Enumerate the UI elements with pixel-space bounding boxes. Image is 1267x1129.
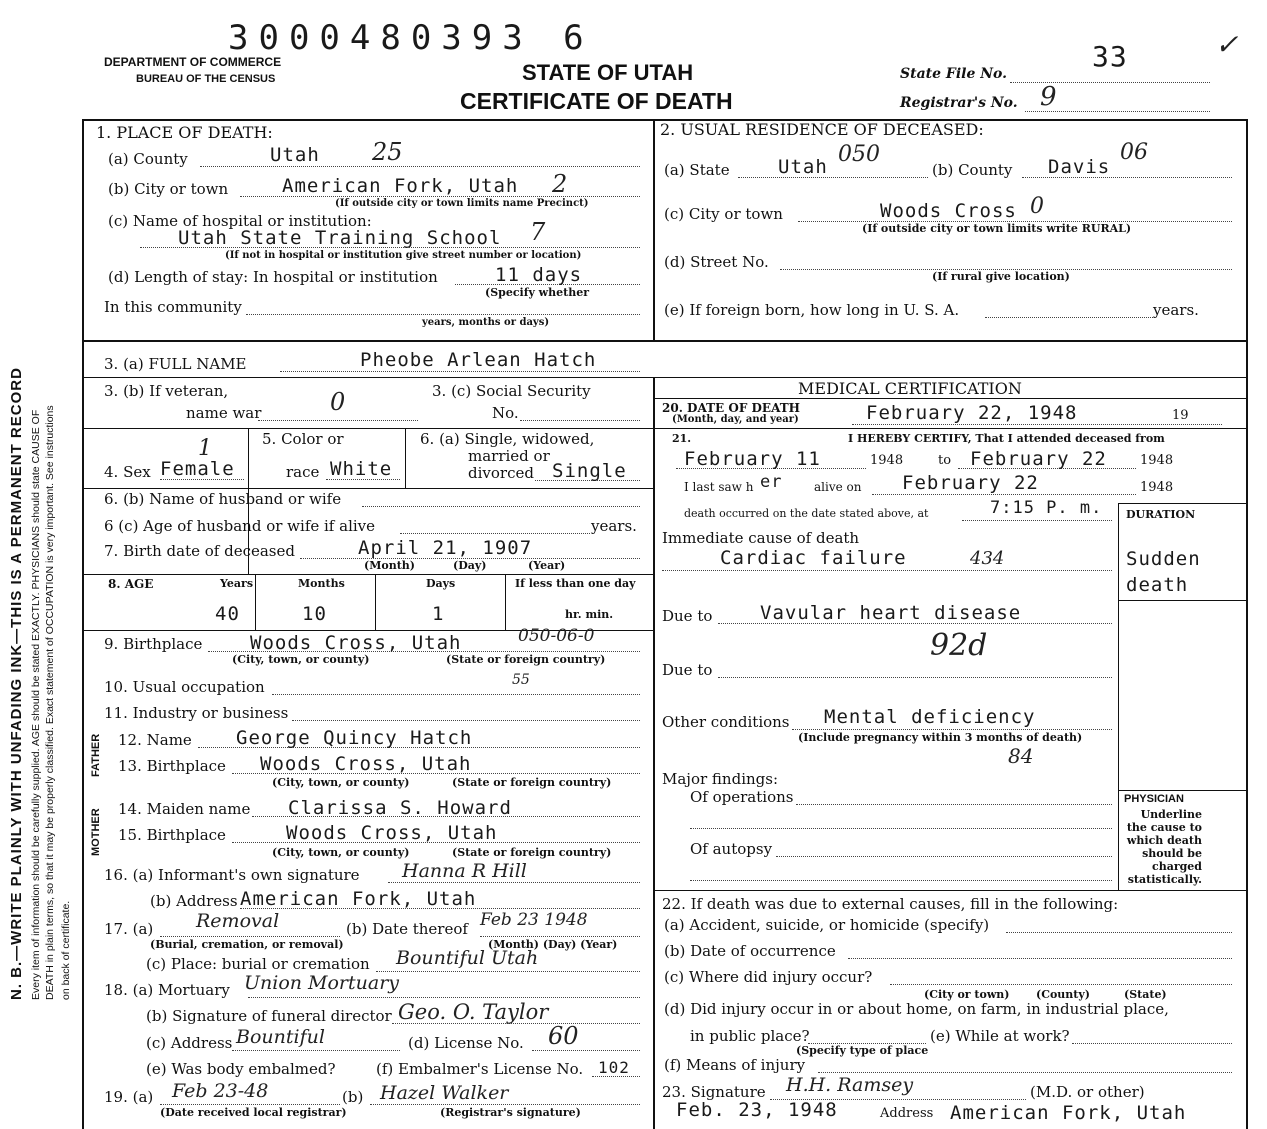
last-saw-date: February 22 [902,472,1039,494]
department-label: DEPARTMENT OF COMMERCE [104,55,282,69]
father-birth-note-1: (City, town, or county) [272,776,410,789]
mother-birth-note-2: (State or foreign country) [452,846,612,859]
license-value: 60 [548,1022,579,1050]
race-value: White [330,458,393,480]
external-public: in public place? [690,1027,810,1045]
hospital-label: (c) Name of hospital or institution: [108,212,372,230]
mortuary-address-value: Bountiful [236,1026,325,1048]
immediate-cause-value: Cardiac failure [720,547,907,569]
res-city-note: (If outside city or town limits write RURAL) [862,222,1132,235]
due-to-1-value: Vavular heart disease [760,602,1022,624]
community-note: years, months or days) [422,317,550,328]
place-of-death-title: 1. PLACE OF DEATH: [96,123,273,142]
operations-label: Of operations [690,788,794,806]
state-file-value: 33 [1092,40,1128,73]
physician-note: Underline the cause to which death should be charged statistically. [1126,808,1202,886]
time-of-death: 7:15 P. m. [990,498,1103,518]
director-label: (b) Signature of funeral director [146,1007,392,1025]
age-months-value: 10 [302,603,327,625]
age-years-value: 40 [215,603,240,625]
autopsy-label: Of autopsy [690,840,773,858]
duration-value: Sudden death [1126,548,1201,596]
burial-place-label: (c) Place: burial or cremation [146,955,370,973]
md-label: (M.D. or other) [1030,1083,1145,1101]
embalmer-license-value: 102 [598,1058,630,1077]
mortuary-value: Union Mortuary [244,972,400,994]
burial-type-note: (Burial, cremation, or removal) [150,938,344,951]
margin-instructions-2: DEATH in plain terms, so that it may be properly classified. Exact statement of OCCUPATION is very important. See instructions [44,405,56,1000]
received-note: (Date received local registrar) [160,1106,347,1119]
burial-type-label: 17. (a) [104,920,154,938]
res-state-label: (a) State [664,161,730,179]
hospital-code: 7 [530,218,546,246]
industry-label: 11. Industry or business [104,704,289,722]
registrar-signature: Hazel Walker [380,1082,509,1104]
county-label: (a) County [108,150,188,168]
birthplace-note-2: (State or foreign country) [446,653,606,666]
bureau-label: BUREAU OF THE CENSUS [136,73,276,85]
birth-day-note: (Day) [453,559,487,572]
attend-to-label: to [938,453,952,468]
father-birthplace-value: Woods Cross, Utah [260,753,472,775]
duration-label: DURATION [1126,508,1196,521]
mother-birth-note-1: (City, town, or county) [272,846,410,859]
less-than-day-label: If less than one day [515,577,636,590]
veteran-label-1: 3. (b) If veteran, [104,382,229,400]
res-city-code: 0 [1030,194,1044,219]
father-birth-note-2: (State or foreign country) [452,776,612,789]
res-city-value: Woods Cross [880,200,1017,222]
mother-label: MOTHER [90,808,102,856]
check-mark: ✓ [1215,28,1239,61]
external-d: (d) Did injury occur in or about home, on farm, in industrial place, [664,1000,1169,1018]
sex-code: 1 [198,436,212,461]
color-label-1: 5. Color or [262,430,344,448]
mother-birthplace-value: Woods Cross, Utah [286,822,498,844]
external-c: (c) Where did injury occur? [664,968,873,986]
death-date-suffix: 19 [1172,408,1189,423]
city-value: American Fork, Utah [282,175,519,197]
registrar-sig-label: (b) [342,1088,364,1106]
due-to-2-label: Due to [662,661,713,679]
res-city-label: (c) City or town [664,205,783,223]
burial-date-label: (b) Date thereof [346,920,468,938]
husband-age-label: 6 (c) Age of husband or wife if alive [104,517,376,535]
last-saw-label: I last saw h [684,480,754,494]
months-label: Months [298,577,345,590]
marital-label-2: married or [468,447,550,465]
father-name-value: George Quincy Hatch [236,727,473,749]
marital-value: Single [552,460,627,482]
signature-date: Feb. 23, 1948 [676,1099,838,1121]
mother-name-label: 14. Maiden name [118,800,251,818]
res-foreign-label: (e) If foreign born, how long in U. S. A. [664,301,960,319]
years-label: Years [220,577,254,590]
physician-signature: H.H. Ramsey [786,1074,914,1096]
medical-title: MEDICAL CERTIFICATION [798,379,1022,398]
full-name-label: 3. (a) FULL NAME [104,355,247,373]
external-a: (a) Accident, suicide, or homicide (specify) [664,916,990,934]
mortuary-address-label: (c) Address [146,1034,233,1052]
immediate-cause-code: 434 [970,548,1005,569]
husband-label: 6. (b) Name of husband or wife [104,490,342,508]
birth-date-value: April 21, 1907 [358,537,533,559]
alive-on-label: alive on [814,480,862,494]
community-label: In this community [104,298,242,316]
birthplace-value: Woods Cross, Utah [250,632,462,654]
embalmed-label: (e) Was body embalmed? [146,1060,336,1078]
husband-age-suffix: years. [591,517,637,535]
received-label: 19. (a) [104,1088,154,1106]
occupation-label: 10. Usual occupation [104,678,265,696]
attend-from-year: 1948 [870,453,904,468]
state-title: STATE OF UTAH [522,60,694,85]
sex-value: Female [160,458,235,480]
death-date-note: (Month, day, and year) [672,414,799,425]
registrar-number-label: Registrar's No. [900,95,1018,111]
occurred-label: death occurred on the date stated above, at [684,507,929,520]
margin-notice: N. B.—WRITE PLAINLY WITH UNFADING INK—THIS IS A PERMANENT RECORD [8,367,25,1000]
occupation-value: 55 [512,672,530,688]
physician-address-label: Address [880,1106,934,1121]
margin-instructions-3: on back of certificate. [60,900,72,1000]
injury-county-note: (County) [1036,988,1090,1001]
mortuary-label: 18. (a) Mortuary [104,981,230,999]
birth-month-note: (Month) [364,559,415,572]
informant-address-value: American Fork, Utah [240,888,477,910]
received-date-value: Feb 23-48 [172,1080,269,1102]
informant-sig-label: 16. (a) Informant's own signature [104,866,360,884]
attend-from-date: February 11 [684,448,821,470]
ssn-label-1: 3. (c) Social Security [432,382,591,400]
serial-number: 3000480393 6 [228,18,594,58]
city-code: 2 [552,170,568,198]
mother-birthplace-label: 15. Birthplace [118,826,226,844]
hospital-value: Utah State Training School [178,227,502,249]
age-label: 8. AGE [108,577,154,591]
res-county-code: 06 [1120,140,1148,165]
physician-heading: PHYSICIAN [1124,793,1184,805]
immediate-cause-label: Immediate cause of death [662,529,860,547]
due-to-1-label: Due to [662,607,713,625]
stay-note: (Specify whether [485,286,590,299]
director-signature: Geo. O. Taylor [398,1000,549,1024]
county-code: 25 [372,138,403,166]
residence-title: 2. USUAL RESIDENCE OF DECEASED: [660,120,984,139]
birthplace-label: 9. Birthplace [104,635,203,653]
sex-label: 4. Sex [104,463,151,481]
due-to-1-code: 92d [930,628,988,663]
hospital-note: (If not in hospital or institution give street number or location) [225,250,582,261]
other-conditions-label: Other conditions [662,713,790,731]
other-conditions-value: Mental deficiency [824,706,1036,728]
external-title: 22. If death was due to external causes, fill in the following: [662,895,1119,913]
certify-text: I HEREBY CERTIFY, That I attended deceased from [848,432,1165,445]
days-label: Days [426,577,456,590]
signature-label: 23. Signature [662,1083,766,1101]
birthplace-code: 050-06-0 [518,626,595,646]
veteran-label-2: name war [186,404,262,422]
registrar-number-value: 9 [1040,82,1057,112]
burial-place-value: Bountiful Utah [396,947,539,969]
city-label: (b) City or town [108,180,229,198]
attend-to-year: 1948 [1140,453,1174,468]
res-street-label: (d) Street No. [664,253,769,271]
burial-type-value: Removal [196,910,280,932]
informant-signature: Hanna R Hill [402,860,527,882]
age-days-value: 1 [432,603,445,625]
full-name-value: Pheobe Arlean Hatch [360,349,597,371]
last-saw-year: 1948 [1140,480,1174,495]
res-county-value: Davis [1048,156,1111,178]
color-label-2: race [286,463,320,481]
attend-to-date: February 22 [970,448,1107,470]
res-county-label: (b) County [932,161,1013,179]
birth-year-note: (Year) [528,559,566,572]
birth-date-label: 7. Birth date of deceased [104,542,295,560]
father-name-label: 12. Name [118,731,192,749]
ssn-label-2: No. [492,404,519,422]
stay-label: (d) Length of stay: In hospital or institution [108,268,438,286]
license-label: (d) License No. [408,1034,524,1052]
certify-prefix: 21. [672,432,692,445]
last-saw-value: er [760,472,783,492]
res-foreign-suffix: years. [1153,301,1199,319]
state-file-label: State File No. [900,66,1008,82]
specify-place-note: (Specify type of place [796,1044,929,1057]
hr-min-label: hr. min. [565,608,614,621]
birthplace-note-1: (City, town, or county) [232,653,370,666]
marital-label-1: 6. (a) Single, widowed, [420,430,595,448]
stay-value: 11 days [495,264,583,286]
physician-address-value: American Fork, Utah [950,1102,1187,1124]
injury-state-note: (State) [1124,988,1167,1001]
marital-label-3: divorced [468,464,534,482]
informant-address-label: (b) Address [150,892,238,910]
veteran-value: 0 [330,388,346,416]
certificate-title: CERTIFICATE OF DEATH [460,88,733,114]
external-e: (e) While at work? [930,1027,1070,1045]
city-note: (If outside city or town limits name Precinct) [335,198,589,209]
father-birthplace-label: 13. Birthplace [118,757,226,775]
res-state-code: 050 [838,142,880,167]
father-label: FATHER [90,733,102,777]
other-conditions-code: 84 [1008,744,1034,768]
burial-date-note: (Month) (Day) (Year) [488,938,618,951]
death-date-label: 20. DATE OF DEATH [662,401,800,415]
other-conditions-note: (Include pregnancy within 3 months of death) [798,731,1083,744]
res-street-note: (If rural give location) [932,270,1070,283]
burial-date-value: Feb 23 1948 [480,910,588,930]
death-date-value: February 22, 1948 [866,402,1078,424]
external-f: (f) Means of injury [664,1056,806,1074]
external-b: (b) Date of occurrence [664,942,836,960]
major-findings-label: Major findings: [662,770,779,788]
mother-name-value: Clarissa S. Howard [288,797,512,819]
county-value: Utah [270,144,320,166]
registrar-sig-note: (Registrar's signature) [440,1106,581,1119]
margin-instructions-1: Every item of information should be carefully supplied. AGE should be stated EXACTLY. PHYSICIANS should state CAUSE OF [30,409,42,1000]
embalmer-label: (f) Embalmer's License No. [376,1060,584,1078]
injury-city-note: (City or town) [924,988,1010,1001]
res-state-value: Utah [778,156,828,178]
